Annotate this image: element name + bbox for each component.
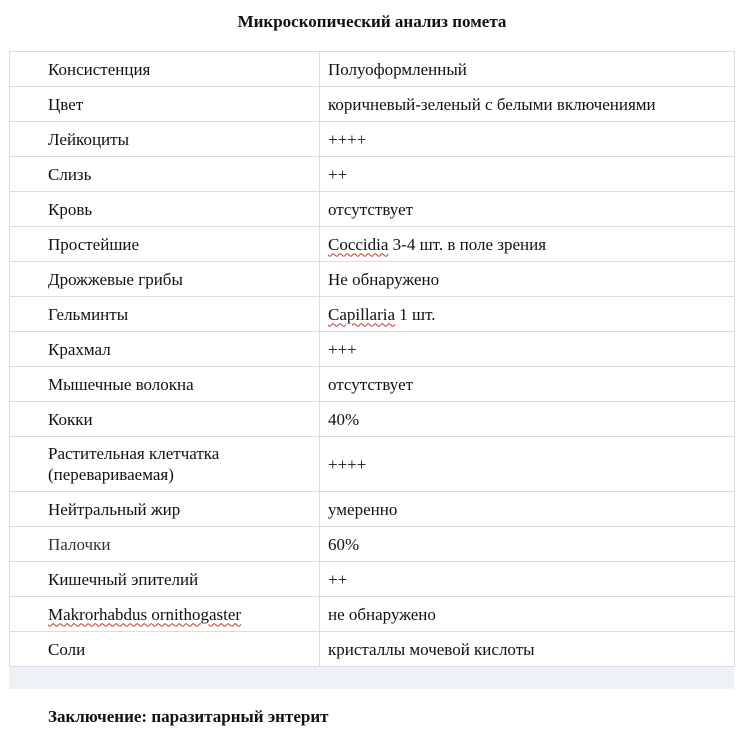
row-label: Цвет bbox=[10, 87, 320, 122]
table-row bbox=[10, 227, 735, 262]
row-value: 40% bbox=[320, 402, 735, 437]
value-text: 3-4 шт. в поле зрения bbox=[388, 234, 547, 254]
table-row bbox=[10, 157, 735, 192]
analysis-table-container bbox=[9, 51, 734, 689]
row-label: Слизь bbox=[10, 157, 320, 192]
table-row bbox=[10, 632, 735, 667]
row-label: Кокки bbox=[10, 402, 320, 437]
row-label: Лейкоциты bbox=[10, 122, 320, 157]
row-value: Полуоформленный bbox=[320, 52, 735, 87]
table-row bbox=[10, 122, 735, 157]
table-row bbox=[10, 597, 735, 632]
row-label: Кишечный эпителий bbox=[10, 562, 320, 597]
row-label: Консистенция bbox=[10, 52, 320, 87]
analysis-table bbox=[9, 51, 735, 667]
row-label bbox=[10, 437, 320, 492]
table-row bbox=[10, 192, 735, 227]
row-label: Мышечные волокна bbox=[10, 367, 320, 402]
row-value: ++ bbox=[320, 562, 735, 597]
spellcheck-term: Coccidia bbox=[328, 234, 389, 254]
row-label: Нейтральный жир bbox=[10, 492, 320, 527]
row-label: Кровь bbox=[10, 192, 320, 227]
value-text: 1 шт. bbox=[395, 304, 436, 324]
spellcheck-term: Makrorhabdus ornithogaster bbox=[48, 604, 242, 624]
row-value bbox=[320, 297, 735, 332]
row-label: Гельминты bbox=[10, 297, 320, 332]
table-row bbox=[10, 262, 735, 297]
row-value: умеренно bbox=[320, 492, 735, 527]
label-line-1: Растительная клетчатка bbox=[48, 444, 220, 463]
table-row bbox=[10, 492, 735, 527]
row-value: ++++ bbox=[320, 437, 735, 492]
row-value: кристаллы мочевой кислоты bbox=[320, 632, 735, 667]
document-title: Микроскопический анализ помета bbox=[237, 12, 507, 31]
table-row bbox=[10, 52, 735, 87]
table-row bbox=[10, 332, 735, 367]
row-label: Палочки bbox=[10, 527, 320, 562]
conclusion-text: Заключение: паразитарный энтерит bbox=[48, 707, 329, 726]
row-value: ++ bbox=[320, 157, 735, 192]
row-label: Дрожжевые грибы bbox=[10, 262, 320, 297]
row-value: не обнаружено bbox=[320, 597, 735, 632]
label-line-2: (перевариваемая) bbox=[48, 465, 174, 484]
row-value: отсутствует bbox=[320, 192, 735, 227]
row-value: отсутствует bbox=[320, 367, 735, 402]
row-value: коричневый-зеленый с белыми включениями bbox=[320, 87, 735, 122]
row-value bbox=[320, 227, 735, 262]
row-label: Соли bbox=[10, 632, 320, 667]
table-row bbox=[10, 367, 735, 402]
table-row bbox=[10, 562, 735, 597]
spellcheck-term: Capillaria bbox=[328, 304, 396, 324]
row-label: Простейшие bbox=[10, 227, 320, 262]
row-value: 60% bbox=[320, 527, 735, 562]
table-row bbox=[10, 87, 735, 122]
table-row bbox=[10, 437, 735, 492]
table-row bbox=[10, 402, 735, 437]
row-label bbox=[10, 597, 320, 632]
row-value: ++++ bbox=[320, 122, 735, 157]
table-row bbox=[10, 297, 735, 332]
row-label: Крахмал bbox=[10, 332, 320, 367]
table-row bbox=[10, 527, 735, 562]
row-value: +++ bbox=[320, 332, 735, 367]
row-value: Не обнаружено bbox=[320, 262, 735, 297]
